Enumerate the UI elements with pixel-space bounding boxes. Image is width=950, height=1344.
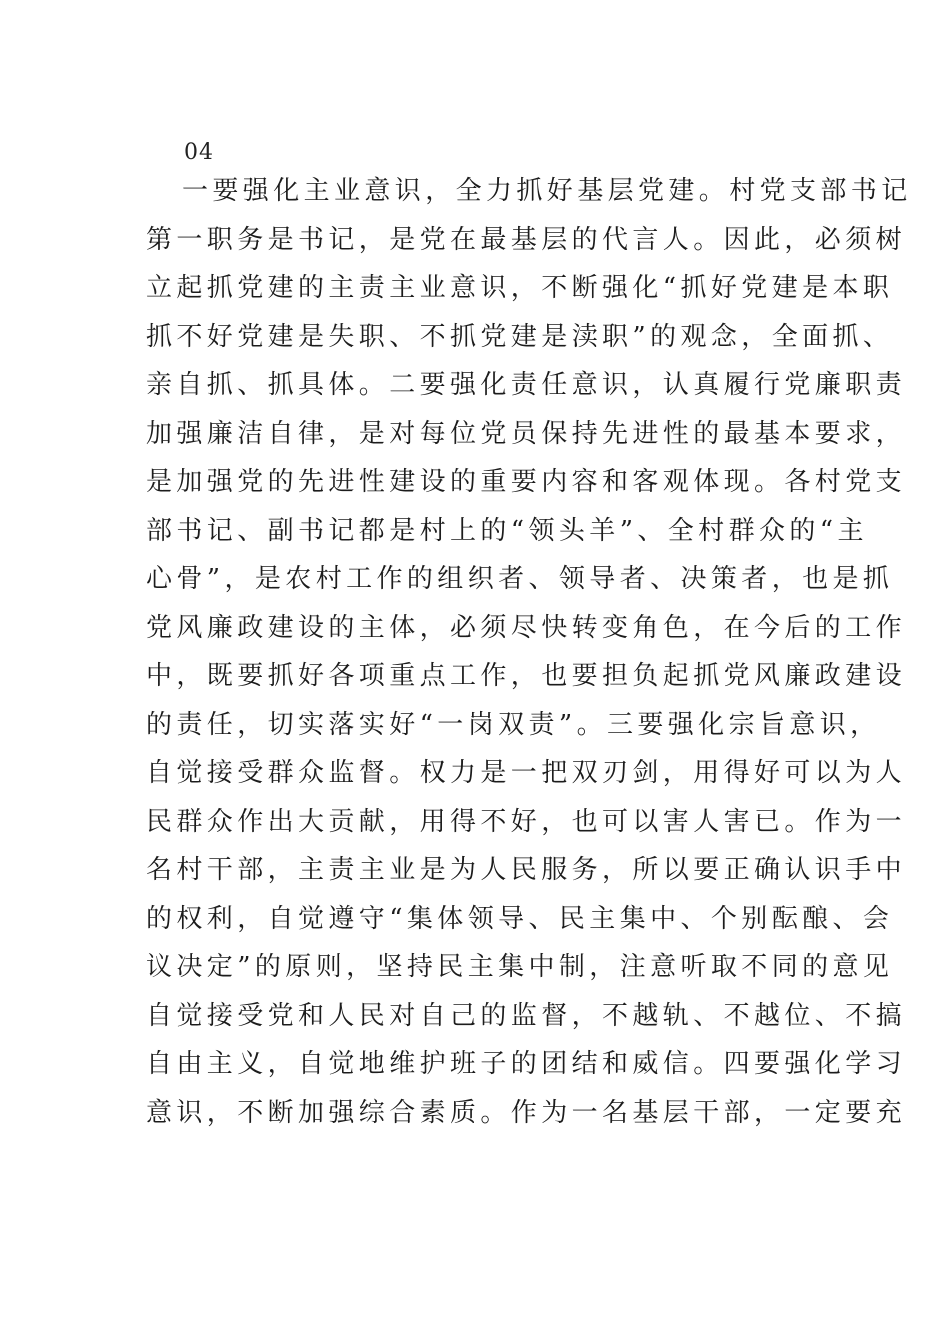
body-paragraph: [146, 167, 912, 1137]
paragraph-line: 意识，不断加强综合素质。作为一名基层干部，一定要充: [146, 1097, 907, 1128]
section-number: 04: [184, 140, 214, 165]
paragraph-line: 中，既要抓好各项重点工作，也要担负起抓党风廉政建设: [146, 661, 907, 691]
paragraph-line: 自觉接受群众监督。权力是一把双刃剑，用得好可以为人: [146, 758, 907, 788]
paragraph-line: 民群众作出大贡献，用得不好，也可以害人害已。作为一: [146, 806, 907, 837]
paragraph-line: 的权利，自觉遵守“集体领导、民主集中、个别酝酿、会: [146, 903, 894, 934]
paragraph-line: 是加强党的先进性建设的重要内容和客观体现。各村党支: [146, 467, 907, 497]
paragraph-line: 自觉接受党和人民对自己的监督，不越轨、不越位、不搞: [146, 1000, 907, 1031]
paragraph-line: 抓不好党建是失职、不抓党建是渎职”的观念，全面抓、: [146, 321, 894, 352]
paragraph-line: 部书记、副书记都是村上的“领头羊”、全村群众的“主: [146, 515, 868, 546]
paragraph-line: 第一职务是书记，是党在最基层的代言人。因此，必须树: [146, 224, 907, 255]
paragraph-line: 的责任，切实落实好“一岗双责”。三要强化宗旨意识，: [146, 709, 881, 740]
paragraph-line: 一要强化主业意识，全力抓好基层党建。村党支部书记: [182, 176, 912, 206]
paragraph-line: 名村干部，主责主业是为人民服务，所以要正确认识手中: [146, 855, 907, 885]
paragraph-line: 亲自抓、抓具体。二要强化责任意识，认真履行党廉职责: [146, 370, 907, 400]
paragraph-line: 心骨”，是农村工作的组织者、领导者、决策者，也是抓: [146, 564, 894, 594]
paragraph-line: 立起抓党建的主责主业意识，不断强化“抓好党建是本职: [146, 273, 894, 303]
paragraph-line: 自由主义，自觉地维护班子的团结和威信。四要强化学习: [146, 1049, 907, 1079]
paragraph-line: 议决定”的原则，坚持民主集中制，注意听取不同的意见: [146, 952, 894, 982]
paragraph-line: 党风廉政建设的主体，必须尽快转变角色，在今后的工作: [146, 612, 907, 643]
paragraph-line: 加强廉洁自律，是对每位党员保持先进性的最基本要求，: [146, 418, 907, 449]
